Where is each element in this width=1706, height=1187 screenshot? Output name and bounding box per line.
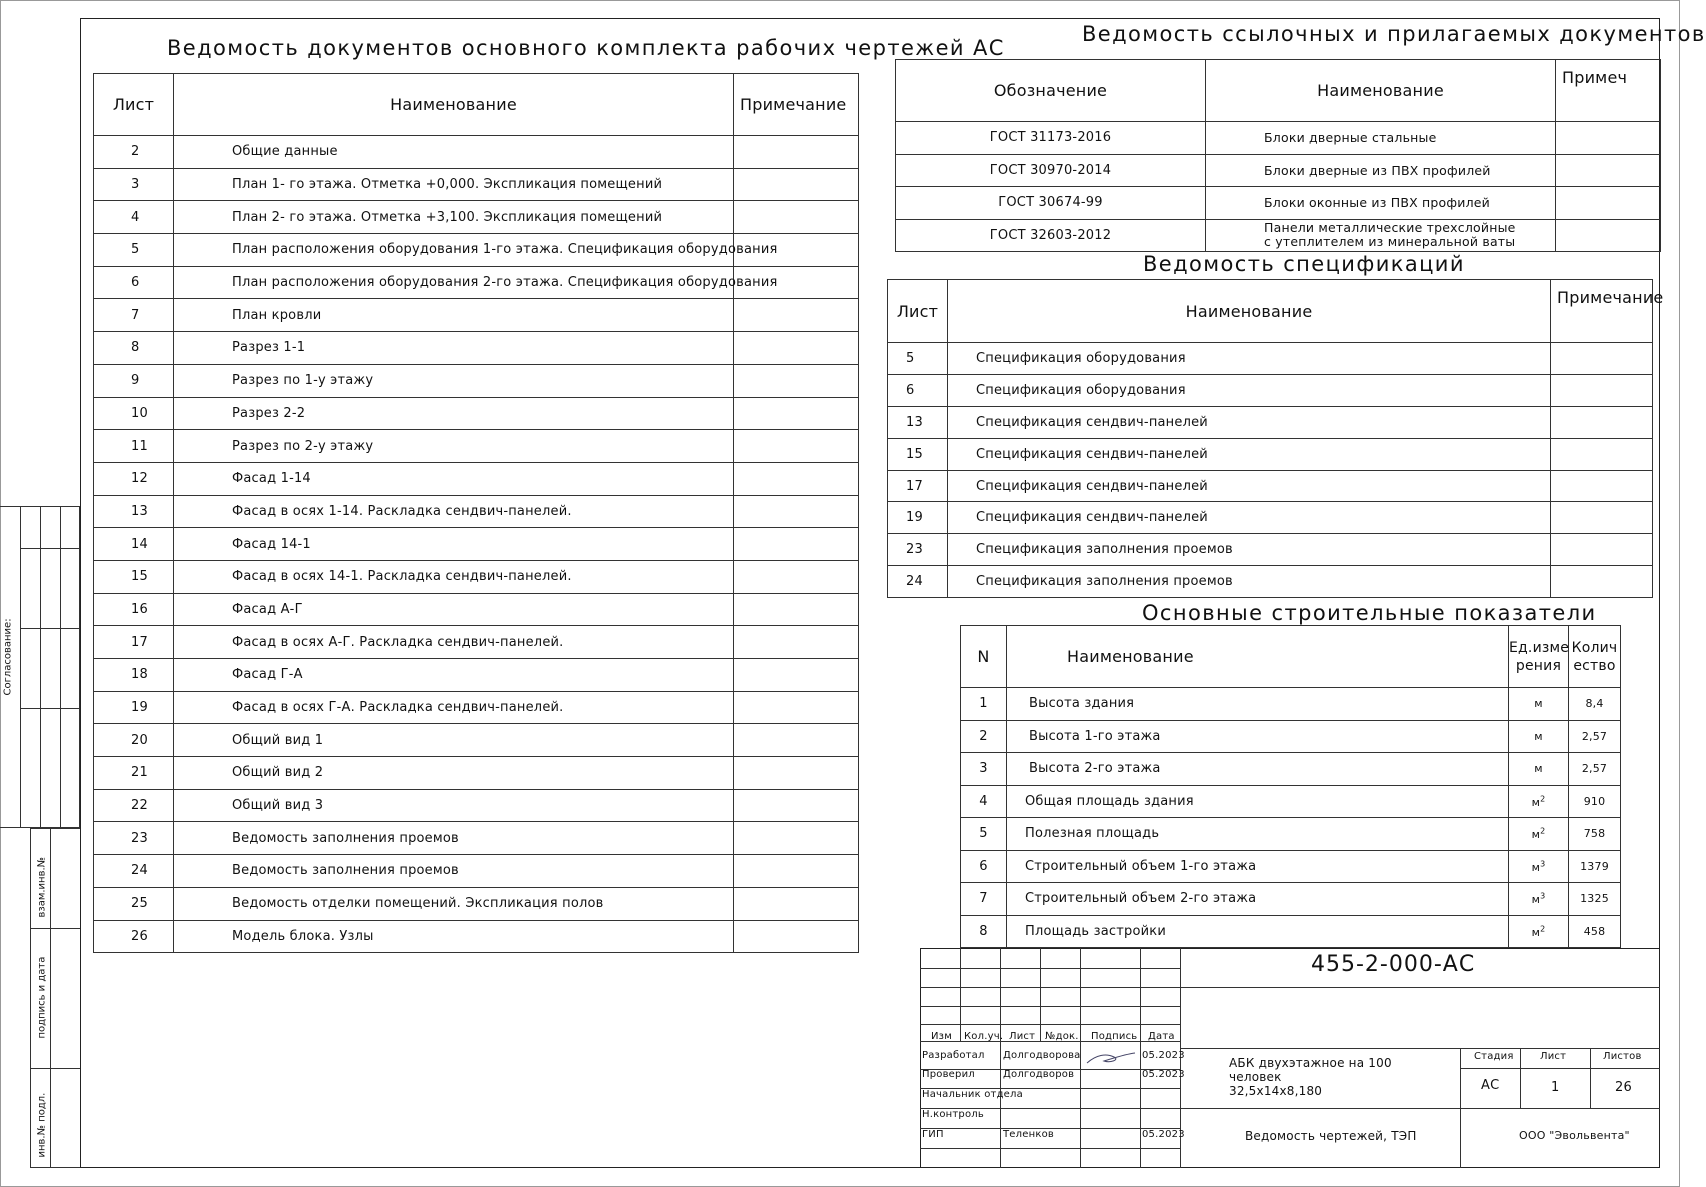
sheet-note: [734, 462, 859, 495]
sheet-number: 20: [94, 724, 174, 757]
main-col-note: Примечание: [734, 74, 859, 136]
sheet-number: 16: [94, 593, 174, 626]
spec-name: Спецификация заполнения проемов: [948, 566, 1551, 598]
spec-name: Спецификация сендвич-панелей: [948, 406, 1551, 438]
ind-col-qty: [1569, 626, 1621, 688]
stamp-role: ГИП: [922, 1129, 944, 1140]
indicator-number: 1: [961, 688, 1007, 721]
spec-sheet: 17: [888, 470, 948, 502]
spec-sheet: 5: [888, 343, 948, 375]
table-row: [94, 266, 859, 299]
indicator-unit-power: 2: [1540, 923, 1546, 933]
object-line-3: 32,5х14х8,180: [1229, 1084, 1323, 1098]
indicator-name: Высота 2-го этажа: [1007, 753, 1509, 786]
ref-doc-note: [1556, 154, 1661, 187]
spec-name: Спецификация сендвич-панелей: [948, 470, 1551, 502]
ind-col-name: Наименование: [1007, 626, 1509, 688]
sheet-number: 9: [94, 364, 174, 397]
sheet-name: План кровли: [174, 299, 734, 332]
ref-doc-note: [1556, 122, 1661, 155]
table-row: [94, 332, 859, 365]
sheet-number: 3: [94, 168, 174, 201]
table-row: [94, 822, 859, 855]
sheet-name: Фасад в осях 1-14. Раскладка сендвич-панелей.: [174, 495, 734, 528]
spec-note: [1551, 343, 1653, 375]
sheet-number: 26: [94, 920, 174, 953]
spec-name: Спецификация заполнения проемов: [948, 534, 1551, 566]
table-row: [94, 462, 859, 495]
sheet-name: Ведомость заполнения проемов: [174, 822, 734, 855]
table-row: [94, 855, 859, 888]
ind-col-unit: [1509, 626, 1569, 688]
sheet-note: [734, 495, 859, 528]
indicator-unit-cell: [1509, 785, 1569, 818]
indicator-unit: м: [1534, 762, 1543, 776]
table-row: [94, 659, 859, 692]
sheet-number: 22: [94, 789, 174, 822]
sheet-note: [734, 887, 859, 920]
sheet-note: [734, 430, 859, 463]
table-row: [896, 219, 1661, 252]
indicator-unit: м: [1534, 729, 1543, 743]
spec-name: Спецификация оборудования: [948, 343, 1551, 375]
spec-note: [1551, 566, 1653, 598]
sheet-number: 5: [94, 234, 174, 267]
spec-note: [1551, 470, 1653, 502]
table-row: [94, 691, 859, 724]
indicator-number: 4: [961, 785, 1007, 818]
sheet-note: [734, 822, 859, 855]
table-row: [94, 528, 859, 561]
sheet-name: Общие данные: [174, 136, 734, 169]
table-row: [94, 234, 859, 267]
indicator-number: 7: [961, 883, 1007, 916]
indicator-name: Высота здания: [1007, 688, 1509, 721]
sheet-name: Разрез 1-1: [174, 332, 734, 365]
sheet-number: 18: [94, 659, 174, 692]
sheet-name: Разрез по 2-у этажу: [174, 430, 734, 463]
table-row: [896, 122, 1661, 155]
indicator-qty: 2,57: [1569, 753, 1621, 786]
spec-note: [1551, 374, 1653, 406]
sheet-note: [734, 560, 859, 593]
indicator-unit: м: [1531, 795, 1541, 809]
ref-docs-title: Ведомость ссылочных и прилагаемых документов: [1082, 22, 1706, 46]
table-row: [94, 168, 859, 201]
table-row: [94, 299, 859, 332]
table-row: [94, 887, 859, 920]
spec-sheet: 15: [888, 438, 948, 470]
table-row: [94, 626, 859, 659]
spec-sheet: 23: [888, 534, 948, 566]
indicator-unit-power: 2: [1540, 826, 1546, 836]
sheet-name: План 1- го этажа. Отметка +0,000. Экспликация помещений: [174, 168, 734, 201]
sheet-note: [734, 299, 859, 332]
sheet-number: 7: [94, 299, 174, 332]
sheet-number: 15: [94, 560, 174, 593]
signature-mark: [1084, 1049, 1138, 1067]
indicator-unit: м: [1531, 828, 1541, 842]
ref-doc-code: ГОСТ 30970-2014: [896, 154, 1206, 187]
sheet-note: [734, 332, 859, 365]
sheet-value: 1: [1551, 1080, 1560, 1095]
sheet-name: Фасад в осях Г-А. Раскладка сендвич-панелей.: [174, 691, 734, 724]
indicator-unit-cell: [1509, 850, 1569, 883]
indicators-table: [960, 625, 1621, 948]
spec-name: Спецификация сендвич-панелей: [948, 502, 1551, 534]
indicator-name: Высота 1-го этажа: [1007, 720, 1509, 753]
ref-col-note: Примеч: [1556, 60, 1661, 122]
sheet-number: 25: [94, 887, 174, 920]
ref-doc-note: [1556, 219, 1661, 252]
agreed-label: Согласование:: [2, 618, 14, 696]
drawing-code: 455-2-000-АС: [1311, 952, 1476, 977]
indicator-name: Полезная площадь: [1007, 818, 1509, 851]
sheet-name: План расположения оборудования 2-го этажа. Спецификация оборудования: [174, 266, 734, 299]
ref-doc-code: ГОСТ 30674-99: [896, 187, 1206, 220]
indicator-name: Строительный объем 2-го этажа: [1007, 883, 1509, 916]
sheet-number: 6: [94, 266, 174, 299]
sheet-note: [734, 364, 859, 397]
ind-col-qty-1: Колич: [1571, 639, 1618, 656]
indicator-name: Строительный объем 1-го этажа: [1007, 850, 1509, 883]
inv-orig-label: инв.№ подл.: [36, 1092, 48, 1158]
sheet-number: 4: [94, 201, 174, 234]
sheet-name: Фасад в осях 14-1. Раскладка сендвич-панелей.: [174, 560, 734, 593]
sheet-number: 21: [94, 757, 174, 790]
spec-sheet: 24: [888, 566, 948, 598]
table-row: [94, 920, 859, 953]
indicator-qty: 1325: [1569, 883, 1621, 916]
table-row: [888, 374, 1653, 406]
stamp-date: 05.2023: [1142, 1069, 1185, 1080]
main-col-name: Наименование: [174, 74, 734, 136]
table-row: [94, 789, 859, 822]
spec-sheet: 19: [888, 502, 948, 534]
ref-doc-note: [1556, 187, 1661, 220]
ref-doc-name-cell: [1206, 154, 1556, 187]
sheet-name: План 2- го этажа. Отметка +3,100. Экспликация помещений: [174, 201, 734, 234]
sheet-name: Разрез 2-2: [174, 397, 734, 430]
sheets-label: Листов: [1603, 1051, 1642, 1062]
table-row: [888, 470, 1653, 502]
ref-docs-table: [895, 59, 1661, 252]
sheet-name: Разрез по 1-у этажу: [174, 364, 734, 397]
object-line-2: человек: [1229, 1070, 1282, 1084]
stamp-date: 05.2023: [1142, 1129, 1185, 1140]
sheet-name: Фасад Г-А: [174, 659, 734, 692]
sheet-note: [734, 920, 859, 953]
sheet-name: Фасад 14-1: [174, 528, 734, 561]
stamp-col-date: Дата: [1148, 1031, 1175, 1042]
table-row: [94, 364, 859, 397]
indicator-number: 6: [961, 850, 1007, 883]
table-row: [888, 438, 1653, 470]
inv-replace-label: взам.инв.№: [36, 856, 48, 918]
indicator-number: 3: [961, 753, 1007, 786]
sheet-note: [734, 659, 859, 692]
indicator-unit: м: [1531, 893, 1541, 907]
sheet-name: Ведомость отделки помещений. Экспликация полов: [174, 887, 734, 920]
ref-doc-name-cell: [1206, 187, 1556, 220]
spec-note: [1551, 406, 1653, 438]
indicator-unit-power: 3: [1540, 891, 1546, 901]
sheet-number: 2: [94, 136, 174, 169]
table-row: [888, 502, 1653, 534]
sheet-number: 8: [94, 332, 174, 365]
spec-name: Спецификация сендвич-панелей: [948, 438, 1551, 470]
ind-col-unit-2: рения: [1515, 657, 1562, 674]
sheet-number: 13: [94, 495, 174, 528]
stamp-person: Теленков: [1003, 1129, 1054, 1140]
table-row: [888, 534, 1653, 566]
sheet-name: Общий вид 1: [174, 724, 734, 757]
indicator-unit: м: [1531, 860, 1541, 874]
sheet-note: [734, 168, 859, 201]
ref-doc-name-line2: с утеплителем из минеральной ваты: [1264, 234, 1516, 250]
sign-date-label: подпись и дата: [36, 956, 48, 1039]
spec-sheet: 13: [888, 406, 948, 438]
company-name: ООО "Эвольвента": [1519, 1129, 1630, 1142]
table-row: [961, 720, 1621, 753]
sheet-note: [734, 757, 859, 790]
stamp-col-qty: Кол.уч.: [964, 1031, 1004, 1042]
stamp-person: Долгодворова: [1003, 1050, 1081, 1061]
sheet-note: [734, 855, 859, 888]
indicator-unit-cell: [1509, 915, 1569, 948]
table-row: [94, 430, 859, 463]
doc-title: Ведомость чертежей, ТЭП: [1245, 1129, 1417, 1143]
ind-col-n: N: [961, 626, 1007, 688]
stage-label: Стадия: [1474, 1051, 1514, 1062]
indicator-number: 2: [961, 720, 1007, 753]
indicator-qty: 8,4: [1569, 688, 1621, 721]
table-row: [94, 757, 859, 790]
sheet-name: Общий вид 2: [174, 757, 734, 790]
main-sheet-table: [93, 73, 859, 953]
indicator-unit-cell: [1509, 818, 1569, 851]
indicator-qty: 458: [1569, 915, 1621, 948]
table-row: [888, 406, 1653, 438]
sheet-name: Фасад А-Г: [174, 593, 734, 626]
indicator-unit-cell: [1509, 883, 1569, 916]
stamp-col-docnum: №док.: [1045, 1031, 1079, 1042]
table-row: [94, 136, 859, 169]
sheet-number: 11: [94, 430, 174, 463]
ref-doc-name-cell: [1206, 219, 1556, 252]
stamp-col-signature: Подпись: [1091, 1031, 1138, 1042]
sheet-label: Лист: [1540, 1051, 1567, 1062]
stamp-role: Разработал: [922, 1050, 985, 1061]
specs-col-name: Наименование: [948, 280, 1551, 343]
ref-doc-name: Блоки дверные стальные: [1264, 130, 1437, 146]
table-row: [94, 201, 859, 234]
sheet-number: 10: [94, 397, 174, 430]
table-row: [94, 560, 859, 593]
table-row: [888, 343, 1653, 375]
table-row: [961, 688, 1621, 721]
main-sheet-title: Ведомость документов основного комплекта рабочих чертежей АС: [167, 36, 1005, 60]
ref-doc-code: ГОСТ 32603-2012: [896, 219, 1206, 252]
sheet-name: План расположения оборудования 1-го этажа. Спецификация оборудования: [174, 234, 734, 267]
main-col-sheet: Лист: [94, 74, 174, 136]
sheet-note: [734, 789, 859, 822]
table-row: [94, 397, 859, 430]
stamp-col-sheet: Лист: [1009, 1031, 1036, 1042]
ind-col-unit-1: Ед.изме: [1509, 639, 1570, 656]
indicator-number: 8: [961, 915, 1007, 948]
indicator-qty: 2,57: [1569, 720, 1621, 753]
indicator-unit-cell: [1509, 688, 1569, 721]
sheet-name: Ведомость заполнения проемов: [174, 855, 734, 888]
table-row: [961, 753, 1621, 786]
sheet-note: [734, 397, 859, 430]
stamp-date: 05.2023: [1142, 1050, 1185, 1061]
sheet-note: [734, 626, 859, 659]
ref-doc-name-cell: [1206, 122, 1556, 155]
spec-note: [1551, 502, 1653, 534]
spec-note: [1551, 534, 1653, 566]
sheets-value: 26: [1615, 1080, 1632, 1095]
sheet-number: 24: [94, 855, 174, 888]
sheet-note: [734, 528, 859, 561]
sheet-number: 17: [94, 626, 174, 659]
sheet-number: 19: [94, 691, 174, 724]
specs-col-note: Примечание: [1551, 280, 1653, 343]
ref-col-code: Обозначение: [896, 60, 1206, 122]
spec-name: Спецификация оборудования: [948, 374, 1551, 406]
sheet-note: [734, 136, 859, 169]
table-row: [94, 495, 859, 528]
indicators-title: Основные строительные показатели: [1142, 601, 1597, 625]
indicator-name: Площадь застройки: [1007, 915, 1509, 948]
sheet-note: [734, 724, 859, 757]
table-row: [94, 724, 859, 757]
sheet-name: Фасад в осях А-Г. Раскладка сендвич-панелей.: [174, 626, 734, 659]
sheet-note: [734, 201, 859, 234]
indicator-number: 5: [961, 818, 1007, 851]
ref-doc-name: Панели металлические трехслойные: [1264, 220, 1516, 236]
object-line-1: АБК двухэтажное на 100: [1229, 1056, 1392, 1070]
specs-table: [887, 279, 1664, 598]
ref-doc-name: Блоки дверные из ПВХ профилей: [1264, 162, 1491, 178]
ref-doc-name: Блоки оконные из ПВХ профилей: [1264, 195, 1491, 211]
table-row: [896, 154, 1661, 187]
sheet-note: [734, 691, 859, 724]
sheet-note: [734, 593, 859, 626]
table-row: [961, 818, 1621, 851]
indicator-unit: м: [1531, 925, 1541, 939]
sheet-name: Модель блока. Узлы: [174, 920, 734, 953]
stage-value: АС: [1481, 1078, 1500, 1093]
stamp-col-change: Изм: [931, 1031, 952, 1042]
indicator-unit-power: 3: [1540, 858, 1546, 868]
indicator-qty: 758: [1569, 818, 1621, 851]
spec-sheet: 6: [888, 374, 948, 406]
table-row: [961, 850, 1621, 883]
indicator-unit-power: 2: [1540, 793, 1546, 803]
ref-col-name: Наименование: [1206, 60, 1556, 122]
sheet-number: 12: [94, 462, 174, 495]
table-row: [896, 187, 1661, 220]
table-row: [888, 566, 1653, 598]
indicator-name: Общая площадь здания: [1007, 785, 1509, 818]
indicator-unit-cell: [1509, 753, 1569, 786]
table-row: [961, 883, 1621, 916]
table-row: [961, 785, 1621, 818]
table-row: [94, 593, 859, 626]
indicator-unit: м: [1534, 697, 1543, 711]
ind-col-qty-2: ество: [1573, 657, 1616, 674]
indicator-unit-cell: [1509, 720, 1569, 753]
sheet-name: Общий вид 3: [174, 789, 734, 822]
table-row: [961, 915, 1621, 948]
stamp-role: Проверил: [922, 1069, 975, 1080]
indicator-qty: 910: [1569, 785, 1621, 818]
stamp-person: Долгодворов: [1003, 1069, 1075, 1080]
sheet-number: 14: [94, 528, 174, 561]
specs-title: Ведомость спецификаций: [1143, 252, 1465, 276]
indicator-qty: 1379: [1569, 850, 1621, 883]
sheet-name: Фасад 1-14: [174, 462, 734, 495]
spec-note: [1551, 438, 1653, 470]
specs-col-sheet: Лист: [888, 280, 948, 343]
stamp-role: Начальник отдела: [922, 1089, 1023, 1100]
ref-doc-code: ГОСТ 31173-2016: [896, 122, 1206, 155]
stamp-role: Н.контроль: [922, 1109, 984, 1120]
sheet-number: 23: [94, 822, 174, 855]
